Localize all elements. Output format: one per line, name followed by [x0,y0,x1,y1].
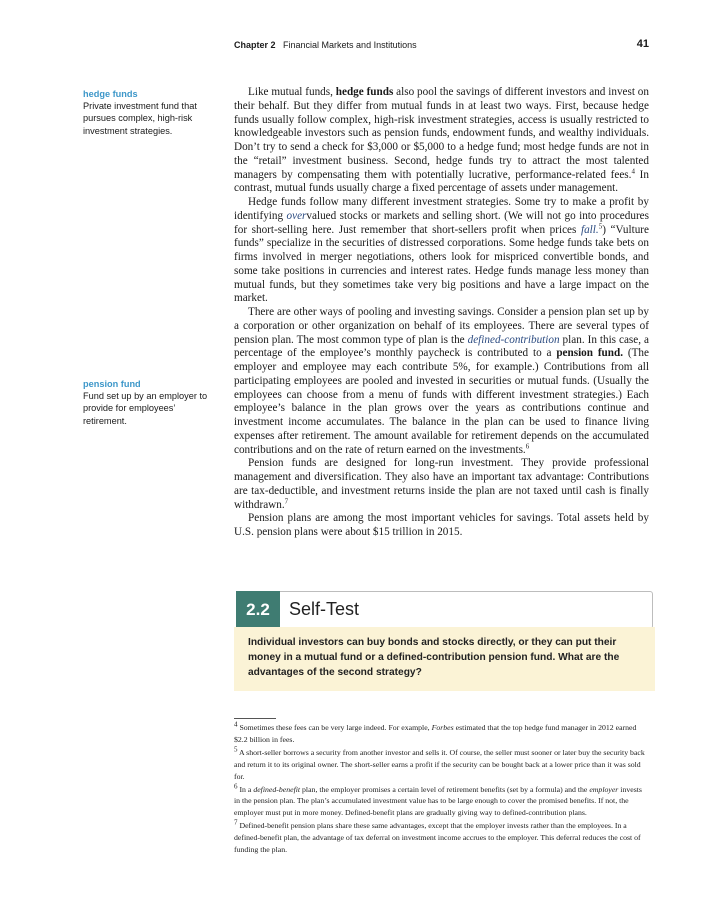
paragraph: Pension funds are designed for long-run investment. They provide professional management and diversification. They also have an important tax advantage: Contributions are tax-deductible, and investment returns inside the plan are not taxed until cash is finally withdrawn.$^7$ [234,457,649,511]
margin-note-hedge-funds [83,88,213,137]
margin-definition: Fund set up by an employer to provide for employees’ retirement. [83,391,208,426]
chapter-title: Financial Markets and Institutions [283,40,417,50]
footnote: $^5$ A short-seller borrows a security from another investor and sells it. Of course, the seller must sooner or later buy the security back and return it to its original owner. The short-seller earns a profit if the security can be bought back at a lower price than it was sold for. [234,745,645,781]
paragraph: Pension plans are among the most important vehicles for savings. Total assets held by U.S. pension plans were about $15 trillion in 2015. [234,512,649,538]
margin-definition: Private investment fund that pursues complex, high-risk investment strategies. [83,101,197,136]
footnote: $^6$ In a defined-benefit plan, the employer promises a certain level of retirement benefits (set by a formula) and the employer invests in the pension plan. The plan’s accumulated investment value has to be large enough to cover the promised benefits. If not, the employer must put in more money. Defined-benefit plans are gradually giving way to defined-contribution plans. [234,781,642,818]
self-test-number: 2.2 [236,591,280,629]
self-test-title: Self-Test [289,599,360,619]
page-number: 41 [636,38,649,50]
body-text [234,86,649,540]
margin-term: pension fund [83,379,141,389]
paragraph: There are other ways of pooling and investing savings. Consider a pension plan set up by a corporation or other organization on behalf of its employees. There are several types of pension plan. The most common type of plan is the defined-contribution plan. In this case, a percentage of the employee’s monthly paycheck is contributed to a pension fund. (The employer and employee may each contribute 5%, for example.) Contributions from all participating employees are pooled and invested in securities or mutual funds. (Usually the employees can choose from a menu of funds with different investment strategies.) Each employee’s balance in the plan grows over the years as contributions continue and investment income accumulates. The balance in the plan can be used to finance living expenses after retirement. The amount available for retirement depends on the accumulated contributions and on the rate of return earned on the investments.$^6$ [234,306,649,456]
paragraph: Hedge funds follow many different investment strategies. Some try to make a profit by identifying overvalued stocks or markets and selling short. (We will not go into procedures for short-selling here. Just remember that short-sellers profit when prices fall.$^5$) “Vulture funds” specialize in the securities of distressed corporations. Some hedge funds take bets on firms involved in merger negotiations, others look for mispriced convertible bonds, and some take positions in currencies and interest rates. Hedge funds manage less money than mutual funds, but they sometimes take very big positions and have a large impact on the market. [234,196,650,305]
running-header [234,40,649,50]
footnote-rule [234,718,276,719]
self-test-question: Individual investors can buy bonds and stocks directly, or they can put their money in a mutual fund or a defined-contribution pension fund. What are the advantages of the second strategy? [234,627,655,691]
paragraph: Like mutual funds, hedge funds also pool the savings of different investors and invest on their behalf. But they differ from mutual funds in at least two ways. First, because hedge funds usually follow complex, high-risk investment strategies, access is usually restricted to knowledgeable investors such as pension funds, endowment funds, and wealthy individuals. Don’t try to send a check for $3,000 or $5,000 to a hedge fund; most hedge funds are not in the “retail” investment business. Second, hedge funds try to attract the most talented managers by compensating them with potentially lucrative, performance-related fees.$^4$ In contrast, mutual funds usually charge a fixed percentage of assets under management. [234,86,649,195]
chapter-label: Chapter 2 [234,40,276,50]
footnote: $^4$ Sometimes these fees can be very large indeed. For example, Forbes estimated that the top hedge fund manager in 2012 earned $2.2 billion in fees. [234,720,637,744]
footnote: $^7$ Defined-benefit pension plans share these same advantages, except that the employer invests rather than the employees. In a defined-benefit plan, the advantage of tax deferral on investment income accrues to the employer. This deferral reduces the cost of funding the plan. [234,818,641,855]
margin-note-pension-fund [83,378,213,427]
footnotes [234,722,649,857]
margin-term: hedge funds [83,89,138,99]
